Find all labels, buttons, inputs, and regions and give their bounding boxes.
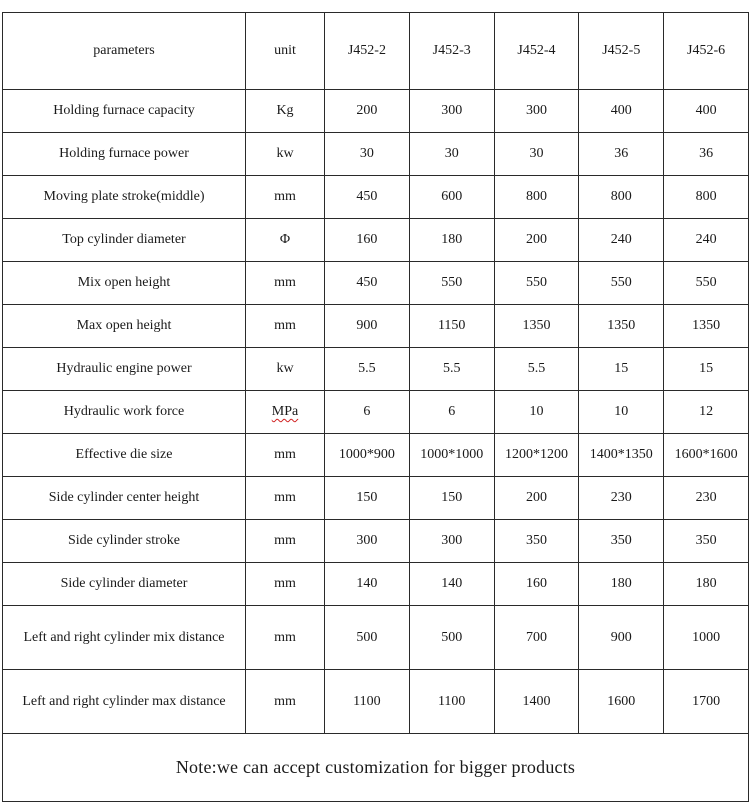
param-value: 36: [664, 133, 749, 176]
table-row: [3, 176, 749, 219]
param-name: Side cylinder stroke: [3, 520, 246, 563]
table-row: [3, 305, 749, 348]
param-value: 1150: [409, 305, 494, 348]
param-value: 800: [664, 176, 749, 219]
param-value: 6: [325, 391, 410, 434]
param-value: 1100: [325, 670, 410, 734]
table-row: [3, 563, 749, 606]
param-value: 5.5: [409, 348, 494, 391]
header-model: J452-4: [494, 13, 579, 90]
table-row: [3, 670, 749, 734]
param-name: Side cylinder center height: [3, 477, 246, 520]
param-unit: Φ: [246, 219, 325, 262]
header-model: J452-6: [664, 13, 749, 90]
param-name: Side cylinder diameter: [3, 563, 246, 606]
table-row: [3, 477, 749, 520]
param-value: 15: [664, 348, 749, 391]
param-value: 10: [579, 391, 664, 434]
param-value: 200: [325, 90, 410, 133]
header-model: J452-2: [325, 13, 410, 90]
table-row: [3, 90, 749, 133]
param-value: 10: [494, 391, 579, 434]
param-value: 150: [325, 477, 410, 520]
param-name: Left and right cylinder max distance: [3, 670, 246, 734]
param-value: 300: [325, 520, 410, 563]
param-unit: mm: [246, 563, 325, 606]
param-value: 150: [409, 477, 494, 520]
param-value: 1700: [664, 670, 749, 734]
param-value: 600: [409, 176, 494, 219]
header-unit: unit: [246, 13, 325, 90]
param-unit: mm: [246, 434, 325, 477]
header-model: J452-3: [409, 13, 494, 90]
param-value: 300: [409, 520, 494, 563]
param-value: 1600: [579, 670, 664, 734]
param-value: 180: [664, 563, 749, 606]
param-value: 1100: [409, 670, 494, 734]
param-value: 5.5: [494, 348, 579, 391]
param-value: 36: [579, 133, 664, 176]
param-value: 1350: [579, 305, 664, 348]
customization-note: Note:we can accept customization for bigger products: [3, 734, 749, 802]
param-value: 550: [409, 262, 494, 305]
param-unit: mm: [246, 176, 325, 219]
param-value: 500: [409, 606, 494, 670]
param-value: 140: [409, 563, 494, 606]
param-name: Left and right cylinder mix distance: [3, 606, 246, 670]
param-name: Effective die size: [3, 434, 246, 477]
table-row: [3, 391, 749, 434]
param-name: Holding furnace power: [3, 133, 246, 176]
param-unit: [246, 391, 325, 434]
header-parameters: parameters: [3, 13, 246, 90]
param-value: 5.5: [325, 348, 410, 391]
param-value: 1350: [664, 305, 749, 348]
param-value: 300: [494, 90, 579, 133]
param-unit: mm: [246, 606, 325, 670]
param-value: 550: [664, 262, 749, 305]
param-value: 500: [325, 606, 410, 670]
param-value: 450: [325, 262, 410, 305]
param-value: 350: [664, 520, 749, 563]
unit-text: MPa: [271, 404, 299, 419]
param-value: 30: [494, 133, 579, 176]
param-unit: kw: [246, 348, 325, 391]
param-value: 6: [409, 391, 494, 434]
param-unit: mm: [246, 305, 325, 348]
header-model: J452-5: [579, 13, 664, 90]
param-value: 350: [579, 520, 664, 563]
param-value: 450: [325, 176, 410, 219]
table-row: [3, 133, 749, 176]
param-name: Mix open height: [3, 262, 246, 305]
param-value: 200: [494, 219, 579, 262]
param-value: 180: [409, 219, 494, 262]
param-name: Hydraulic work force: [3, 391, 246, 434]
param-value: 12: [664, 391, 749, 434]
param-value: 200: [494, 477, 579, 520]
table-row: [3, 434, 749, 477]
param-value: 550: [494, 262, 579, 305]
table-row: [3, 520, 749, 563]
param-name: Max open height: [3, 305, 246, 348]
param-value: 350: [494, 520, 579, 563]
note-row: [3, 734, 749, 802]
table-row: [3, 262, 749, 305]
param-value: 550: [579, 262, 664, 305]
param-value: 240: [579, 219, 664, 262]
param-value: 1000: [664, 606, 749, 670]
param-value: 140: [325, 563, 410, 606]
param-unit: kw: [246, 133, 325, 176]
param-value: 160: [325, 219, 410, 262]
param-value: 1350: [494, 305, 579, 348]
param-name: Hydraulic engine power: [3, 348, 246, 391]
table-header-row: [3, 13, 749, 90]
param-name: Holding furnace capacity: [3, 90, 246, 133]
param-name: Moving plate stroke(middle): [3, 176, 246, 219]
param-value: 1600*1600: [664, 434, 749, 477]
param-value: 800: [494, 176, 579, 219]
param-unit: mm: [246, 477, 325, 520]
param-unit: mm: [246, 262, 325, 305]
param-value: 160: [494, 563, 579, 606]
table-row: [3, 348, 749, 391]
param-unit: Kg: [246, 90, 325, 133]
param-value: 230: [579, 477, 664, 520]
param-value: 300: [409, 90, 494, 133]
param-value: 400: [579, 90, 664, 133]
table-row: [3, 219, 749, 262]
param-value: 1200*1200: [494, 434, 579, 477]
param-name: Top cylinder diameter: [3, 219, 246, 262]
table-row: [3, 606, 749, 670]
param-value: 30: [409, 133, 494, 176]
param-value: 900: [325, 305, 410, 348]
param-value: 1400: [494, 670, 579, 734]
param-value: 900: [579, 606, 664, 670]
param-unit: mm: [246, 520, 325, 563]
specification-table: [2, 12, 749, 802]
param-value: 180: [579, 563, 664, 606]
param-value: 1000*900: [325, 434, 410, 477]
param-value: 240: [664, 219, 749, 262]
param-value: 1000*1000: [409, 434, 494, 477]
param-unit: mm: [246, 670, 325, 734]
param-value: 400: [664, 90, 749, 133]
param-value: 15: [579, 348, 664, 391]
param-value: 800: [579, 176, 664, 219]
param-value: 1400*1350: [579, 434, 664, 477]
param-value: 30: [325, 133, 410, 176]
param-value: 700: [494, 606, 579, 670]
param-value: 230: [664, 477, 749, 520]
